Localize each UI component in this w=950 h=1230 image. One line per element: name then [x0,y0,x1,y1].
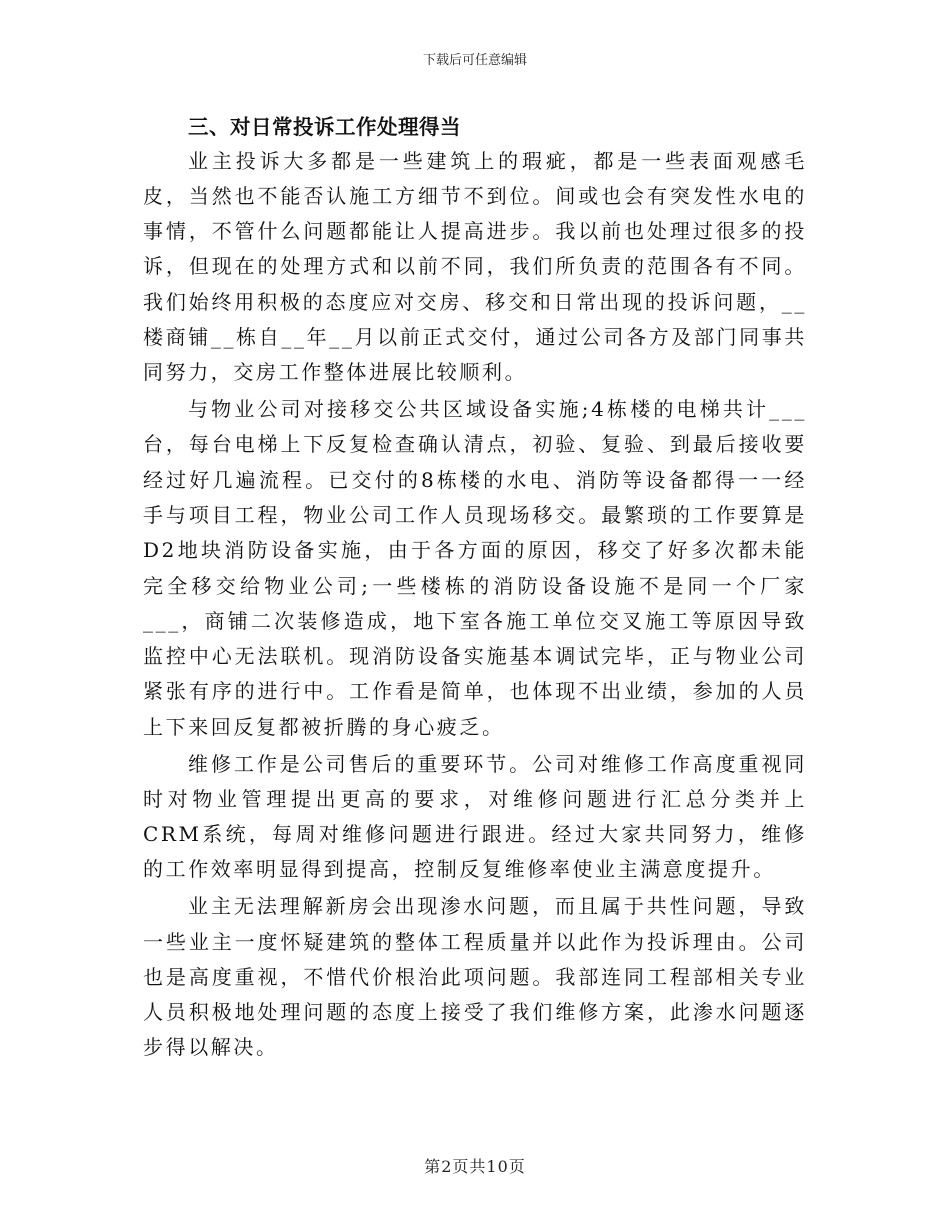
paragraph-complaints: 业主投诉大多都是一些建筑上的瑕疵，都是一些表面观感毛皮，当然也不能否认施工方细节不到位。间或也会有突发性水电的事情，不管什么问题都能让人提高进步。我以前也处理过很多的投诉，但现在的处理方式和以前不同，我们所负责的范围各有不同。我们始终用积极的态度应对交房、移交和日常出现的投诉问题，__楼商铺__栋自__年__月以前正式交付，通过公司各方及部门同事共同努力，交房工作整体进展比较顺利。 [143,148,807,385]
section-heading: 三、对日常投诉工作处理得当 [188,115,461,139]
page-header-note: 下载后可任意编辑 [422,53,527,68]
paragraph-leakage: 业主无法理解新房会出现渗水问题，而且属于共性问题，导致一些业主一度怀疑建筑的整体工程质量并以此作为投诉理由。公司也是高度重视，不惜代价根治此项问题。我部连同工程部相关专业人员积极地处理问题的态度上接受了我们维修方案，此渗水问题逐步得以解决。 [143,894,807,1060]
paragraph-maintenance: 维修工作是公司售后的重要环节。公司对维修工作高度重视同时对物业管理提出更高的要求，对维修问题进行汇总分类并上CRM系统，每周对维修问题进行跟进。经过大家共同努力，维修的工作效率明显得到提高，控制反复维修率使业主满意度提升。 [143,751,807,882]
document-body [143,112,807,1066]
page-number: 第2页共10页 [424,1157,526,1176]
paragraph-handover: 与物业公司对接移交公共区域设备实施;4栋楼的电梯共计___台，每台电梯上下反复检查确认清点，初验、复验、到最后接收要经过好几遍流程。已交付的8栋楼的水电、消防等设备都得一一经手与项目工程，物业公司工作人员现场移交。最繁琐的工作要算是D2地块消防设备实施，由于各方面的原因，移交了好多次都未能完全移交给物业公司;一些楼栋的消防设备设施不是同一个厂家___，商铺二次装修造成，地下室各施工单位交叉施工等原因导致监控中心无法联机。现消防设备实施基本调试完毕，正与物业公司紧张有序的进行中。工作看是简单，也体现不出业绩，参加的人员上下来回反复都被折腾的身心疲乏。 [143,397,807,739]
